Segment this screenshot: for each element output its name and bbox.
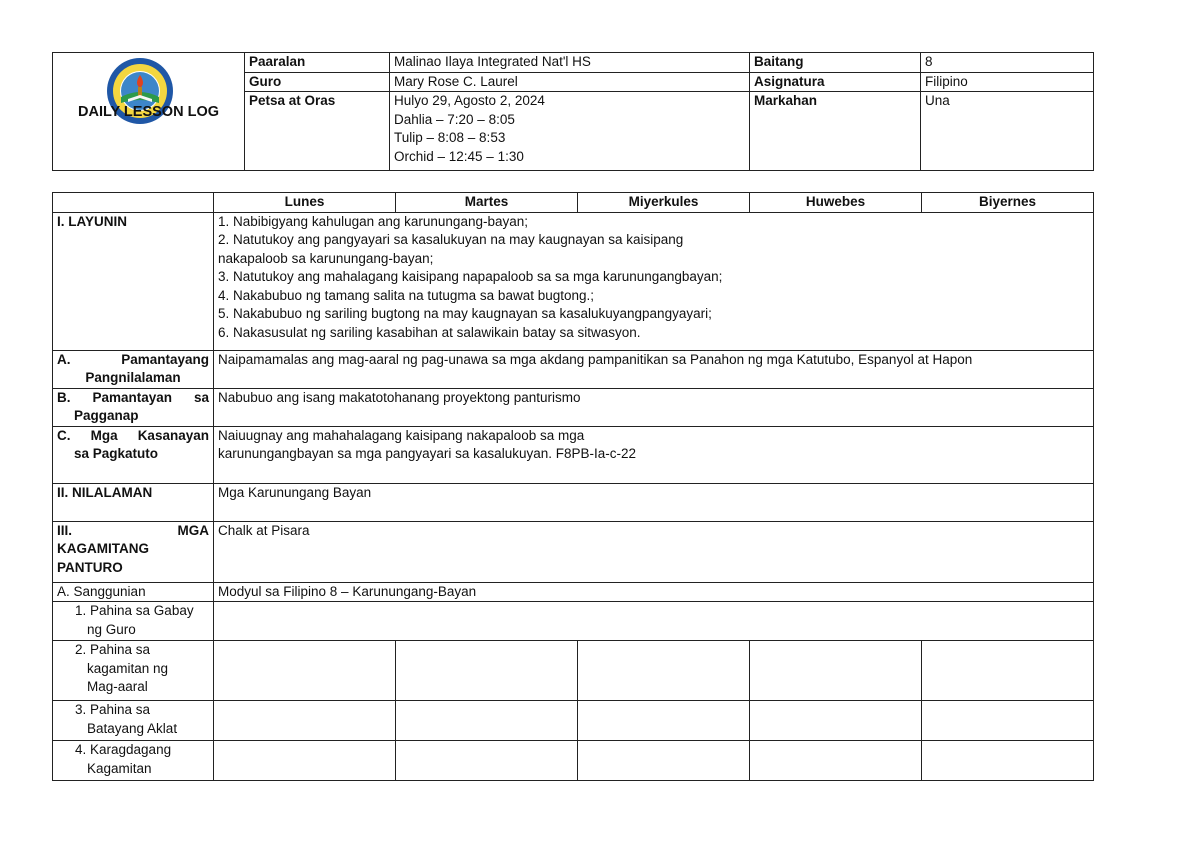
objective-item: 3. Natutukoy ang mahalagang kaisipang napapaloob sa sa mga karunungangbayan; xyxy=(218,269,723,284)
document-title: DAILY LESSON LOG xyxy=(78,104,219,120)
mga-kasanayan-label xyxy=(53,426,214,483)
empty-cell xyxy=(214,641,396,701)
kagamitan-value: Chalk at Pisara xyxy=(214,521,1094,582)
day-biyernes: Biyernes xyxy=(922,193,1094,213)
day-huwebes: Huwebes xyxy=(750,193,922,213)
nilalaman-label: II. NILALAMAN xyxy=(53,483,214,521)
value-paaralan: Malinao Ilaya Integrated Nat'l HS xyxy=(390,53,750,73)
mga-kasanayan-value xyxy=(214,426,1094,483)
nilalaman-row xyxy=(53,483,1094,521)
objective-item: 4. Nakabubuo ng tamang salita na tutugma sa bawat bugtong.; xyxy=(218,287,595,303)
pamantayang-pangnilalaman-label xyxy=(53,350,214,388)
empty-cell xyxy=(396,701,578,741)
label-word: III. xyxy=(57,522,73,538)
schedule-line: Tulip – 8:08 – 8:53 xyxy=(394,130,506,145)
empty-cell xyxy=(750,741,922,781)
empty-cell xyxy=(578,741,750,781)
kagamitan-row xyxy=(53,521,1094,582)
competency-line: karunungangbayan sa mga pangyayari sa kasalukuyan. F8PB-Ia-c-22 xyxy=(218,446,636,461)
schedule-line: Dahlia – 7:20 – 8:05 xyxy=(394,111,515,127)
sanggunian-row xyxy=(53,582,1094,602)
label-markahan: Markahan xyxy=(750,92,921,171)
label-line2: ng Guro xyxy=(87,621,136,637)
layunin-label: I. LAYUNIN xyxy=(53,212,214,350)
sanggunian-label: A. Sanggunian xyxy=(53,582,214,602)
competency-line: Naiuugnay ang mahahalagang kaisipang nakapaloob sa mga xyxy=(218,427,585,443)
label-line1: 1. Pahina sa Gabay xyxy=(75,603,194,618)
pamantayang-pangnilalaman-value: Naipamamalas ang mag-aaral ng pag-unawa sa mga akdang pampanitikan sa Panahon ng mga Katutubo, Espanyol at Hapon xyxy=(214,350,1094,388)
sanggunian-value: Modyul sa Filipino 8 – Karunungang-Bayan xyxy=(214,582,1094,602)
objective-item: 2. Natutukoy ang pangyayari sa kasalukuyan na may kaugnayan sa kaisipang xyxy=(218,232,684,247)
lesson-table xyxy=(52,192,1094,781)
empty-cell xyxy=(214,701,396,741)
gabay-guro-value xyxy=(214,602,1094,641)
label-word: Pamantayan xyxy=(92,389,172,405)
day-martes: Martes xyxy=(396,193,578,213)
pamantayang-pangnilalaman-row xyxy=(53,350,1094,388)
day-lunes: Lunes xyxy=(214,193,396,213)
pamantayan-pagganap-value: Nabubuo ang isang makatotohanang proyektong panturismo xyxy=(214,388,1094,426)
empty-cell xyxy=(214,741,396,781)
logo-title-cell xyxy=(53,53,245,171)
label-line3: PANTURO xyxy=(57,559,123,575)
empty-cell xyxy=(922,701,1094,741)
pamantayan-pagganap-row xyxy=(53,388,1094,426)
empty-cell xyxy=(396,641,578,701)
empty-cell xyxy=(578,641,750,701)
layunin-content xyxy=(214,212,1094,350)
objective-item: 1. Nabibigyang kahulugan ang karunungang-bayan; xyxy=(218,213,528,229)
layunin-row xyxy=(53,212,1094,350)
batayang-aklat-row xyxy=(53,701,1094,741)
header-table xyxy=(52,52,1094,171)
label-word: Pamantayang xyxy=(121,351,209,367)
schedule-line: Orchid – 12:45 – 1:30 xyxy=(394,148,524,164)
kagamitan-mag-aaral-row xyxy=(53,641,1094,701)
mga-kasanayan-row xyxy=(53,426,1094,483)
label-line1: 2. Pahina sa xyxy=(75,642,151,657)
label-line2: Pagganap xyxy=(74,408,139,423)
label-asignatura: Asignatura xyxy=(750,72,921,92)
empty-cell xyxy=(922,741,1094,781)
date-line: Hulyo 29, Agosto 2, 2024 xyxy=(394,93,545,108)
empty-cell xyxy=(922,641,1094,701)
corner-cell xyxy=(53,193,214,213)
label-word: sa xyxy=(193,389,209,405)
batayang-aklat-label xyxy=(53,701,214,741)
value-baitang: 8 xyxy=(921,53,1094,73)
label-line2: kagamitan ng xyxy=(87,660,169,676)
label-line2: sa Pagkatuto xyxy=(74,446,159,461)
pamantayan-pagganap-label xyxy=(53,388,214,426)
label-letter: B. xyxy=(57,389,71,405)
gabay-guro-label xyxy=(53,602,214,641)
objective-item: nakapaloob sa karunungang-bayan; xyxy=(218,250,434,266)
label-word: Kasanayan xyxy=(137,427,209,443)
label-word: Mga xyxy=(90,427,118,443)
karagdagang-kagamitan-row xyxy=(53,741,1094,781)
empty-cell xyxy=(750,701,922,741)
label-line2: Pangnilalaman xyxy=(85,370,181,385)
kagamitan-mag-aaral-label xyxy=(53,641,214,701)
empty-cell xyxy=(396,741,578,781)
label-petsa-oras: Petsa at Oras xyxy=(245,92,390,171)
objective-item: 6. Nakasusulat ng sariling kasabihan at salawikain batay sa sitwasyon. xyxy=(218,324,641,340)
label-line2: KAGAMITANG xyxy=(57,541,149,556)
label-letter: C. xyxy=(57,427,71,443)
objective-item: 5. Nakabubuo ng sariling bugtong na may kaugnayan sa kasalukuyangpangyayari; xyxy=(218,306,712,321)
label-line2: Batayang Aklat xyxy=(87,720,178,736)
value-asignatura: Filipino xyxy=(921,72,1094,92)
label-line1: 4. Karagdagang xyxy=(75,742,172,757)
day-miyerkules: Miyerkules xyxy=(578,193,750,213)
label-word: MGA xyxy=(177,522,209,538)
label-baitang: Baitang xyxy=(750,53,921,73)
gabay-guro-row xyxy=(53,602,1094,641)
empty-cell xyxy=(578,701,750,741)
empty-cell xyxy=(750,641,922,701)
value-markahan: Una xyxy=(921,92,1094,171)
label-line2: Kagamitan xyxy=(87,760,152,776)
nilalaman-value: Mga Karunungang Bayan xyxy=(214,483,1094,521)
days-header-row xyxy=(53,193,1094,213)
kagamitan-label xyxy=(53,521,214,582)
value-guro: Mary Rose C. Laurel xyxy=(390,72,750,92)
label-line1: 3. Pahina sa xyxy=(75,702,151,717)
label-paaralan: Paaralan xyxy=(245,53,390,73)
label-line3: Mag-aaral xyxy=(87,679,148,694)
label-letter: A. xyxy=(57,351,71,367)
label-guro: Guro xyxy=(245,72,390,92)
karagdagang-kagamitan-label xyxy=(53,741,214,781)
value-petsa-oras xyxy=(390,92,750,171)
